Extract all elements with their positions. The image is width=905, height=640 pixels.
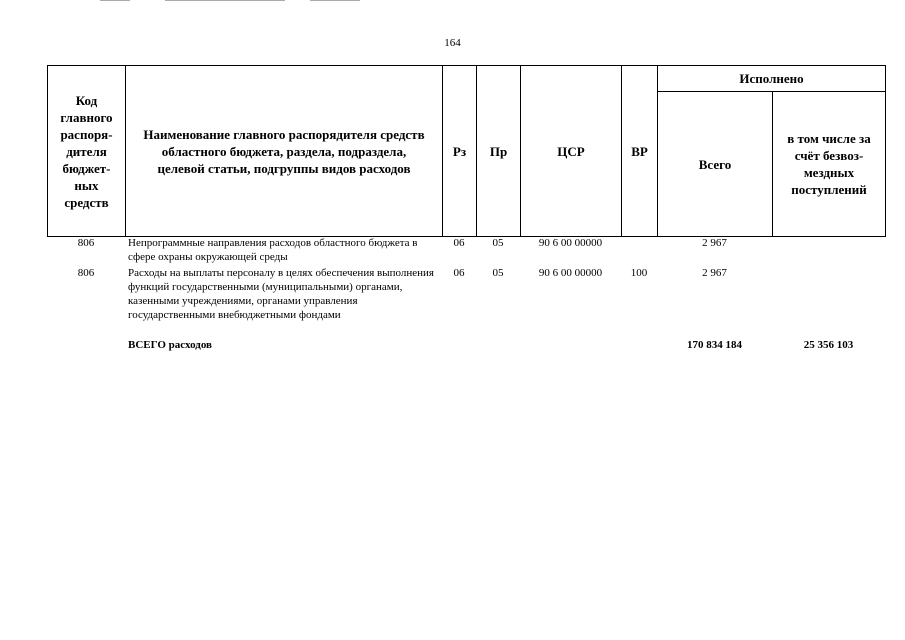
scan-artifact bbox=[165, 0, 285, 1]
header-total: Всего bbox=[658, 92, 773, 237]
row-gratuitous bbox=[772, 266, 885, 338]
row-pr: 05 bbox=[492, 267, 504, 279]
row-code: 806 bbox=[77, 267, 95, 279]
row-vr: 100 bbox=[630, 267, 648, 279]
header-csr: ЦСР bbox=[521, 66, 622, 237]
header-rz: Рз bbox=[443, 66, 477, 237]
table-row bbox=[47, 266, 885, 338]
header-pr: Пр bbox=[477, 66, 521, 237]
table-body bbox=[47, 236, 885, 354]
row-name: Непрограммные направления расходов областного бюджета в сфере охраны окружающей среды bbox=[128, 237, 418, 263]
table-row bbox=[47, 236, 885, 266]
row-csr: 90 6 00 00000 bbox=[538, 237, 603, 249]
header-executed: Исполнено bbox=[658, 66, 886, 92]
grand-total-row bbox=[47, 338, 885, 354]
row-total: 2 967 bbox=[702, 237, 727, 249]
table-header bbox=[47, 65, 886, 237]
grand-total-gratuitous: 25 356 103 bbox=[803, 339, 854, 351]
row-pr: 05 bbox=[492, 237, 504, 249]
grand-total-label: ВСЕГО расходов bbox=[128, 339, 212, 351]
row-gratuitous bbox=[772, 236, 885, 266]
row-rz: 06 bbox=[453, 267, 465, 279]
header-code: Код главного распоря- дителя бюджет- ных средств bbox=[48, 66, 126, 237]
grand-total-value: 170 834 184 bbox=[687, 339, 742, 351]
row-vr bbox=[621, 236, 657, 266]
page-number: 164 bbox=[444, 37, 461, 49]
scan-artifact bbox=[310, 0, 360, 1]
scan-artifact bbox=[100, 0, 130, 1]
row-name: Расходы на выплаты персоналу в целях обеспечения выполнения функций государственными (муниципальными) органами, казенными учреждениями, органами управления государственными внебюджетными фондами bbox=[128, 267, 434, 321]
row-total: 2 967 bbox=[702, 267, 727, 279]
header-name: Наименование главного распорядителя средств областного бюджета, раздела, подраздела, целевой статьи, подгруппы видов расходов bbox=[126, 66, 443, 237]
row-code: 806 bbox=[77, 237, 95, 249]
row-csr: 90 6 00 00000 bbox=[538, 267, 603, 279]
header-vr: ВР bbox=[622, 66, 658, 237]
row-rz: 06 bbox=[453, 237, 465, 249]
header-gratuitous: в том числе за счёт безвоз- мездных поступлений bbox=[773, 92, 886, 237]
